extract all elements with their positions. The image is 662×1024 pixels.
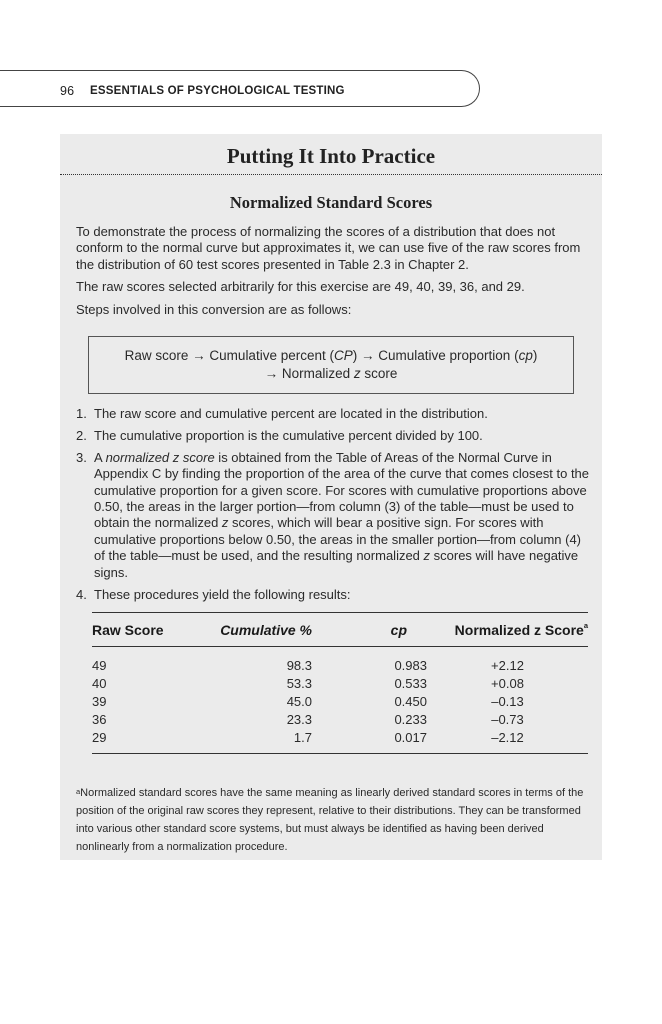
list-item: 1. The raw score and cumulative percent are located in the distribution. bbox=[76, 406, 488, 421]
formula-line-2: → Normalized z score bbox=[264, 366, 398, 381]
header-normalized-z: Normalized z Score$^a$ bbox=[427, 613, 588, 647]
box-title: Putting It Into Practice bbox=[226, 144, 436, 168]
header-cumulative-percent: Cumulative % bbox=[202, 613, 312, 647]
table-footnote: $^a$Normalized standard scores have the same meaning as linearly derived standard scores in terms of the position of the original raw scores they represent, relative to their distributions. They can be transformed into various other standard score systems, but must always be identified as having been derived nonlinearly from a normalization procedure. bbox=[76, 787, 584, 853]
steps-intro-paragraph: Steps involved in this conversion are as follows: bbox=[76, 302, 352, 317]
table-header-row bbox=[92, 613, 588, 647]
conversion-formula-box bbox=[88, 336, 574, 394]
page-number: 96 bbox=[60, 84, 75, 98]
steps-list bbox=[76, 406, 591, 608]
list-item: 2. The cumulative proportion is the cumulative percent divided by 100. bbox=[76, 427, 483, 443]
table-row: 29 1.7 0.017 –2.12 bbox=[92, 729, 588, 754]
results-table bbox=[92, 612, 588, 754]
running-title: ESSENTIALS OF PSYCHOLOGICAL TESTING bbox=[90, 85, 345, 97]
table-row: 36 23.3 0.233 –0.73 bbox=[92, 712, 524, 727]
formula-line-1: Raw score → Cumulative percent (CP) → Cumulative proportion (cp) bbox=[124, 348, 538, 363]
box-subtitle: Normalized Standard Scores bbox=[229, 193, 433, 212]
header-cp: cp bbox=[312, 613, 427, 647]
list-item: 3. A normalized z score is obtained from the Table of Areas of the Normal Curve in Appendix C by finding the proportion of the area of the curve that comes closest to the cumulative proportion for a given score. For scores with cumulative proportions above 0.50, the areas in the larger portion—from column (3) of the table—must be used to obtain the normalized z scores, which will bear a positive sign. For scores with cumulative proportions below 0.50, the areas in the smaller portion—from column (4) of the table—must be used, and the resulting normalized z scores will have negative signs. bbox=[76, 449, 590, 580]
header-raw-score: Raw Score bbox=[92, 613, 202, 647]
table-row: 39 45.0 0.450 –0.13 bbox=[92, 694, 524, 709]
list-item: 4. These procedures yield the following results: bbox=[76, 586, 351, 602]
table-row: 40 53.3 0.533 +0.08 bbox=[92, 676, 524, 691]
raw-scores-paragraph: The raw scores selected arbitrarily for this exercise are 49, 40, 39, 36, and 29. bbox=[76, 279, 525, 294]
practice-box bbox=[60, 134, 602, 860]
intro-paragraph: To demonstrate the process of normalizing the scores of a distribution that does not conform to the normal curve but approximates it, we can use five of the raw scores from the distribution of 60 test scores presented in Table 2.3 in Chapter 2. bbox=[76, 224, 581, 272]
dotted-divider bbox=[60, 174, 602, 175]
table-row: 49 98.3 0.983 +2.12 bbox=[92, 658, 524, 673]
